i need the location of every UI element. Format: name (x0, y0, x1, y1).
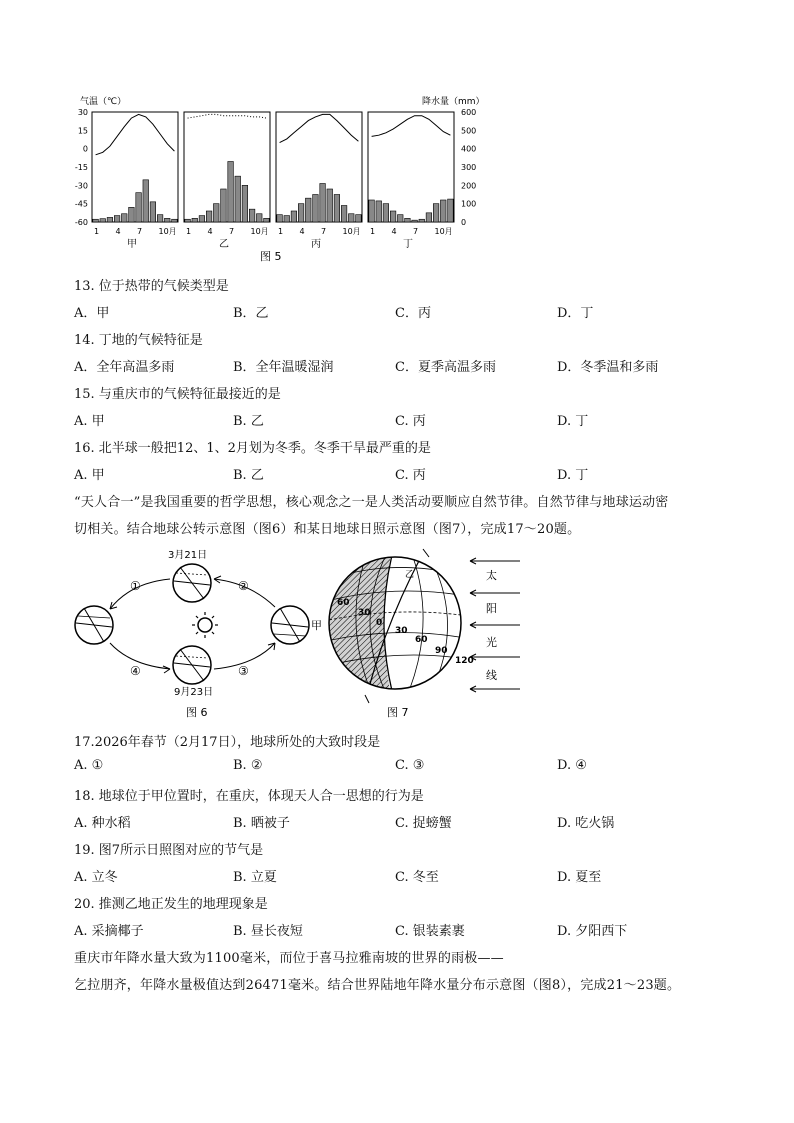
precipitation-bar (412, 220, 418, 222)
intro-paragraph-line-1: “天人合一”是我国重要的哲学思想，核心观念之一是人类活动要顺应自然节律。自然节律与地球运动密 (74, 495, 669, 510)
date-march-21: 3月21日 (168, 550, 208, 561)
sun-char-3: 光 (486, 636, 497, 649)
precipitation-bar (185, 219, 191, 222)
answer-option[interactable]: D. 丁 (557, 468, 589, 483)
question-stem: 17.2026年春节（2月17日），地球所处的大致时段是 (74, 735, 381, 750)
label-30-right: 30 (395, 626, 408, 636)
answer-option[interactable]: B. ② (233, 758, 263, 773)
month-tick-label: 1 (370, 227, 376, 236)
precipitation-bar (291, 211, 297, 222)
precipitation-bar (383, 204, 389, 222)
answer-option[interactable]: C. 捉螃蟹 (395, 816, 452, 831)
temperature-ticks (75, 108, 88, 227)
question-stem: 16. 北半球一般把12、1、2月划为冬季。冬季干旱最严重的是 (74, 441, 431, 456)
panel-label: 乙 (219, 239, 229, 250)
month-tick-label: 1 (94, 227, 100, 236)
precipitation-tick-label: 600 (461, 108, 477, 117)
precipitation-bar (213, 204, 219, 222)
month-tick-label: 7 (321, 227, 327, 236)
precipitation-bar (256, 214, 262, 222)
precipitation-bar (192, 218, 198, 222)
precipitation-bar (356, 215, 362, 222)
month-tick-label: 10月 (250, 227, 269, 236)
month-tick-label: 4 (391, 227, 397, 236)
answer-option[interactable]: B. 立夏 (233, 870, 277, 885)
globe (325, 545, 461, 705)
temperature-tick-label: 30 (77, 108, 88, 117)
precipitation-bar (313, 195, 319, 223)
month-tick-label: 4 (207, 227, 213, 236)
figure-6-caption: 图 6 (186, 706, 208, 719)
precipitation-bar (341, 206, 347, 223)
answer-option[interactable]: D．丁 (557, 306, 594, 321)
precipitation-bar (448, 199, 454, 222)
precipitation-tick-label: 200 (461, 181, 477, 191)
panel-label: 甲 (127, 239, 137, 250)
climate-panels (92, 112, 454, 250)
precipitation-bar (390, 211, 396, 222)
precipitation-tick-label: 500 (461, 126, 477, 136)
answer-option[interactable]: B. 乙 (233, 468, 264, 483)
panel-frame (276, 112, 362, 222)
arrow-label-4: ④ (130, 664, 141, 678)
figure-5-climate-charts (70, 90, 500, 265)
temperature-tick-label: -30 (74, 181, 88, 191)
figure-5-caption: 图 5 (260, 250, 282, 263)
panel-label: 丁 (403, 239, 413, 250)
label-60-right: 60 (415, 635, 428, 645)
answer-option[interactable]: D. 夏至 (557, 870, 602, 885)
precipitation-bar (426, 213, 432, 222)
temperature-line (188, 114, 267, 118)
question-stem: 18. 地球位于甲位置时，在重庆，体现天人合一思想的行为是 (74, 789, 424, 804)
month-tick-label: 10月 (434, 227, 453, 236)
temperature-line (372, 116, 451, 137)
precipitation-bar (199, 216, 205, 222)
precipitation-bar (405, 218, 411, 222)
month-tick-label: 1 (186, 227, 192, 236)
precipitation-bar (150, 202, 156, 222)
earth-top (173, 564, 211, 602)
sun-icon (192, 612, 218, 638)
precipitation-bar (242, 185, 248, 222)
answer-option[interactable]: A. 甲 (74, 468, 105, 483)
month-tick-label: 7 (229, 227, 235, 236)
temperature-line (96, 114, 175, 154)
precipitation-bar (235, 176, 241, 222)
precipitation-bar (305, 198, 311, 222)
precipitation-ticks (461, 108, 476, 227)
month-tick-label: 1 (278, 227, 284, 236)
answer-option[interactable]: D. 丁 (557, 414, 589, 429)
answer-option[interactable]: A. 种水稻 (74, 816, 131, 831)
question-stem: 20. 推测乙地正发生的地理现象是 (74, 897, 268, 912)
climate-panel-2 (184, 112, 270, 250)
sun-char-2: 阳 (486, 602, 497, 615)
answer-option[interactable]: A. 立冬 (74, 870, 118, 885)
precipitation-tick-label: 100 (461, 199, 477, 209)
arrow-label-1: ① (130, 579, 141, 593)
answer-option[interactable]: D. ④ (557, 758, 587, 773)
figure-7-caption: 图 7 (387, 706, 409, 719)
precipitation-bar (172, 219, 178, 222)
precipitation-bar (433, 204, 439, 222)
answer-option[interactable]: B．全年温暖湿润 (233, 360, 334, 375)
precipitation-bar (136, 193, 142, 222)
answer-option[interactable]: A．甲 (74, 306, 110, 321)
panel-frame (92, 112, 178, 222)
precipitation-tick-label: 0 (461, 218, 467, 227)
month-tick-label: 7 (137, 227, 143, 236)
answer-option[interactable]: B．乙 (233, 306, 269, 321)
month-tick-label: 10月 (342, 227, 361, 236)
answer-option[interactable]: C．夏季高温多雨 (395, 360, 496, 375)
precipitation-bar (129, 207, 135, 222)
precipitation-bar (440, 200, 446, 222)
figure-7-sunlight-diagram (325, 545, 525, 725)
precipitation-bar (348, 214, 354, 222)
precipitation-bar (100, 219, 106, 222)
precipitation-bar (221, 189, 227, 222)
intro2-line-2: 乞拉朋齐，年降水量极值达到26471毫米。结合世界陆地年降水量分布示意图（图8），完成21～23题。 (74, 978, 681, 993)
month-tick-label: 7 (413, 227, 419, 236)
point-yi-label: 乙 (405, 570, 415, 580)
answer-option[interactable]: C. ③ (395, 758, 425, 773)
question-stem: 19. 图7所示日照图对应的节气是 (74, 843, 264, 858)
label-30-left: 30 (358, 608, 371, 618)
month-tick-label: 10月 (158, 227, 177, 236)
precipitation-bar (249, 209, 255, 222)
date-september-23: 9月23日 (174, 687, 214, 698)
answer-option[interactable]: C. 银装素裹 (395, 924, 465, 939)
answer-option[interactable]: A. 甲 (74, 414, 105, 429)
question-stem: 14. 丁地的气候特征是 (74, 333, 203, 348)
precipitation-bar (327, 189, 333, 222)
label-60-left: 60 (337, 598, 350, 608)
temperature-axis-title: 气温（℃） (80, 97, 127, 107)
answer-option[interactable]: A．全年高温多雨 (74, 360, 175, 375)
temperature-line (280, 114, 359, 142)
precipitation-bar (107, 217, 113, 222)
precipitation-bar (206, 211, 212, 222)
position-jia-label: 甲 (311, 619, 322, 632)
precipitation-bar (277, 215, 283, 222)
climate-panel-4 (368, 112, 454, 250)
sun-char-4: 线 (486, 669, 497, 682)
precipitation-bar (121, 214, 127, 222)
sun-char-1: 太 (486, 569, 497, 582)
climate-panel-1 (92, 112, 178, 250)
precipitation-bar (228, 162, 234, 223)
answer-option[interactable]: D．冬季温和多雨 (557, 360, 659, 375)
answer-option[interactable]: C. 丙 (395, 414, 426, 429)
earth-right (271, 606, 309, 644)
answer-option[interactable]: B. 乙 (233, 414, 264, 429)
answer-option[interactable]: A. 采摘椰子 (74, 924, 144, 939)
question-stem: 15. 与重庆市的气候特征最接近的是 (74, 387, 281, 402)
precipitation-tick-label: 400 (461, 144, 477, 154)
temperature-tick-label: 0 (82, 144, 88, 154)
earth-left (75, 606, 113, 644)
precipitation-bar (369, 200, 375, 222)
precipitation-axis-title: 降水量（mm） (422, 97, 485, 107)
precipitation-bar (320, 184, 326, 223)
precipitation-bar (143, 180, 149, 222)
temperature-tick-label: -60 (74, 218, 88, 227)
precipitation-tick-label: 300 (461, 163, 477, 172)
precipitation-bar (164, 218, 170, 222)
month-tick-label: 4 (115, 227, 121, 236)
precipitation-bar (157, 215, 163, 222)
precipitation-bar (376, 201, 382, 222)
climate-panel-3 (276, 112, 362, 250)
question-stem: 13. 位于热带的气候类型是 (74, 279, 229, 294)
figure-6-earth-revolution (70, 545, 340, 725)
label-0: 0 (376, 618, 383, 628)
precipitation-bar (114, 216, 120, 222)
panel-frame (184, 112, 270, 222)
precipitation-bar (264, 218, 270, 222)
precipitation-bar (334, 195, 340, 223)
intro-paragraph-line-2: 切相关。结合地球公转示意图（图6）和某日地球日照示意图（图7），完成17～20题。 (74, 522, 581, 537)
label-120: 120 (455, 656, 474, 666)
answer-option[interactable]: B. 晒被子 (233, 816, 290, 831)
temperature-tick-label: -45 (74, 199, 88, 209)
answer-option[interactable]: C. 冬至 (395, 870, 439, 885)
precipitation-bar (93, 219, 99, 222)
temperature-tick-label: 15 (77, 126, 88, 136)
answer-option[interactable]: B. 昼长夜短 (233, 924, 303, 939)
temperature-tick-label: -15 (74, 163, 88, 172)
answer-option[interactable]: D. 吃火锅 (557, 816, 615, 831)
answer-option[interactable]: C．丙 (395, 306, 431, 321)
answer-option[interactable]: A. ① (74, 758, 104, 773)
label-90: 90 (435, 646, 448, 656)
precipitation-bar (419, 219, 425, 222)
earth-bottom (173, 646, 211, 684)
answer-option[interactable]: C. 丙 (395, 468, 426, 483)
arrow-label-3: ③ (238, 664, 249, 678)
precipitation-bar (298, 204, 304, 222)
precipitation-bar (284, 216, 290, 222)
answer-option[interactable]: D. 夕阳西下 (557, 924, 628, 939)
month-tick-label: 4 (299, 227, 305, 236)
precipitation-bar (397, 215, 403, 222)
intro2-line-1: 重庆市年降水量大致为1100毫米，而位于喜马拉雅南坡的世界的雨极—— (74, 951, 504, 966)
panel-label: 丙 (311, 239, 321, 250)
arrow-label-2: ② (238, 579, 249, 593)
